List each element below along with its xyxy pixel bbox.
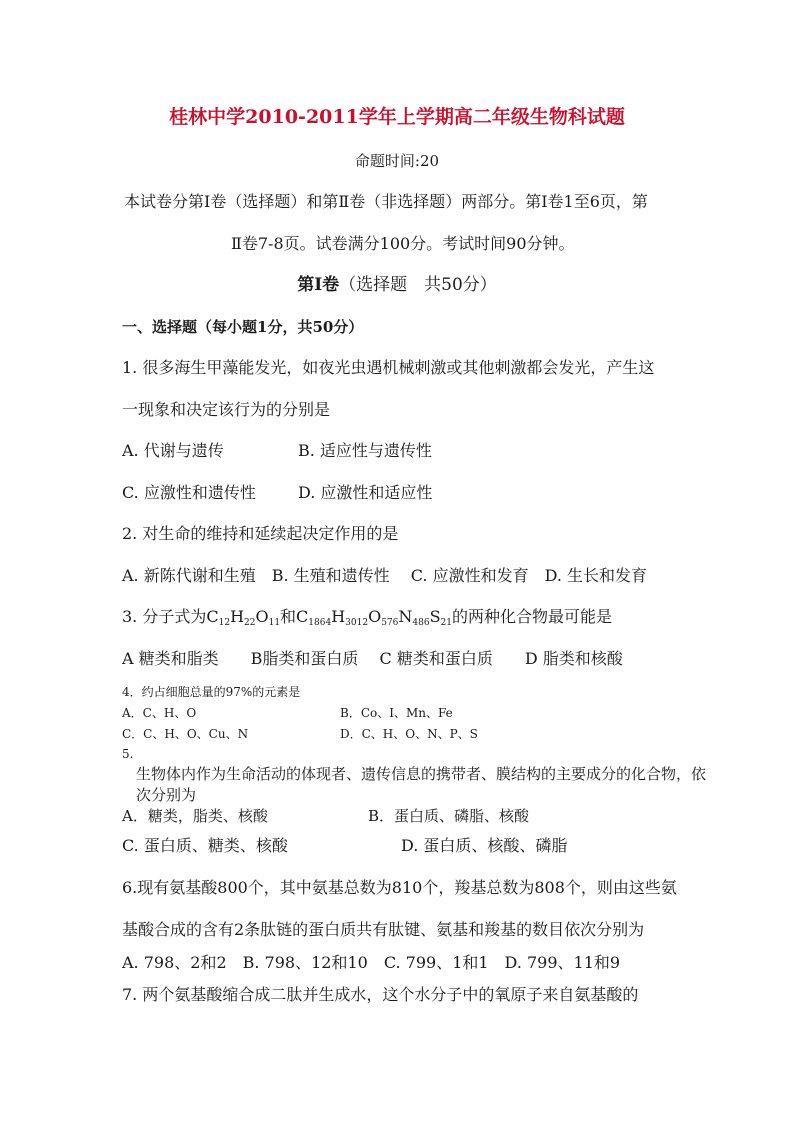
- q4-option-a: A．C、H、O: [122, 706, 197, 720]
- q3-sub: 11: [268, 618, 281, 628]
- q1-option-b: B. 适应性与遗传性: [298, 441, 432, 460]
- q1-option-a: A. 代谢与遗传: [122, 441, 224, 460]
- q4-option-b: B．Co、I、Mn、Fe: [340, 706, 453, 720]
- intro-line-2: Ⅱ卷7-8页。试卷满分100分。考试时间90分钟。: [231, 234, 575, 253]
- part-one-label: 第Ⅰ卷: [297, 275, 340, 295]
- q5-option-d: D. 蛋白质、核酸、磷脂: [401, 836, 568, 855]
- q1-stem-line-2: 一现象和决定该行为的分别是: [122, 400, 331, 419]
- q1-stem-line-1: 1. 很多海生甲藻能发光，如夜光虫遇机械刺激或其他刺激都会发光，产生这: [122, 358, 655, 377]
- q3-element: H: [230, 607, 245, 626]
- q3-element: O: [368, 607, 382, 626]
- q3-stem-suffix: 的两种化合物最可能是: [451, 607, 612, 626]
- q3-sub: 1864: [308, 618, 332, 628]
- part-one-heading: [0, 277, 794, 294]
- q3-stem: [122, 607, 612, 628]
- q3-element: H: [331, 607, 346, 626]
- q5-option-a: A．糖类，脂类、核酸: [122, 807, 268, 825]
- q3-sub: 576: [381, 618, 399, 628]
- q3-and: 和C: [280, 607, 309, 626]
- q5-number: 5.: [122, 747, 134, 761]
- q3-element: N: [398, 607, 413, 626]
- q2-stem: 2. 对生命的维持和延续起决定作用的是: [122, 524, 399, 543]
- exam-title: 桂林中学2010-2011学年上学期高二年级生物科试题: [169, 106, 625, 128]
- q4-option-c: C．C、H、O、Cu、N: [122, 727, 249, 741]
- part-one-desc: （选择题 共50分）: [339, 275, 497, 295]
- q3-sub: 486: [412, 618, 430, 628]
- q1-option-c: C. 应激性和遗传性: [122, 483, 256, 502]
- q3-sub: 3012: [345, 618, 369, 628]
- q6-stem-line-1: 6.现有氨基酸800个，其中氨基总数为810个，羧基总数为808个，则由这些氨: [122, 878, 677, 897]
- intro-line-1: 本试卷分第Ⅰ卷（选择题）和第Ⅱ卷（非选择题）两部分。第Ⅰ卷1至6页，第: [124, 192, 648, 211]
- q3-sub: 22: [244, 618, 256, 628]
- q5-stem-line-2: 次分别为: [136, 786, 197, 804]
- q7-stem: 7. 两个氨基酸缩合成二肽并生成水，这个水分子中的氧原子来自氨基酸的: [122, 985, 639, 1004]
- section-heading: 一、选择题（每小题1分，共50分）: [122, 318, 364, 336]
- q3-element: O: [255, 607, 269, 626]
- q3-sub: 12: [218, 618, 231, 628]
- author-line: 命题时间:20: [354, 152, 440, 170]
- q3-element: S: [429, 607, 441, 626]
- q3-stem-prefix: 3. 分子式为C: [122, 607, 219, 626]
- q4-option-d: D．C、H、O、N、P、S: [340, 727, 478, 741]
- q4-stem: 4．约占细胞总量的97%的元素是: [122, 685, 301, 699]
- q5-option-b: B．蛋白质、磷脂、核酸: [368, 807, 530, 825]
- q2-options: A. 新陈代谢和生殖 B. 生殖和遗传性 C. 应激性和发育 D. 生长和发育: [122, 566, 648, 585]
- q6-stem-line-2: 基酸合成的含有2条肽链的蛋白质共有肽键、氨基和羧基的数目依次分别为: [122, 920, 645, 939]
- q1-option-d: D. 应激性和适应性: [298, 483, 433, 502]
- q6-options: A. 798、2和2 B. 798、12和10 C. 799、1和1 D. 799、11和9: [122, 953, 621, 972]
- q5-stem-line-1: 生物体内作为生命活动的体现者、遗传信息的携带者、膜结构的主要成分的化合物，依: [136, 765, 707, 783]
- q3-sub: 21: [440, 618, 452, 628]
- q5-option-c: C. 蛋白质、糖类、核酸: [122, 836, 288, 855]
- q3-options: A 糖类和脂类 B脂类和蛋白质 C 糖类和蛋白质 D 脂类和核酸: [122, 649, 623, 668]
